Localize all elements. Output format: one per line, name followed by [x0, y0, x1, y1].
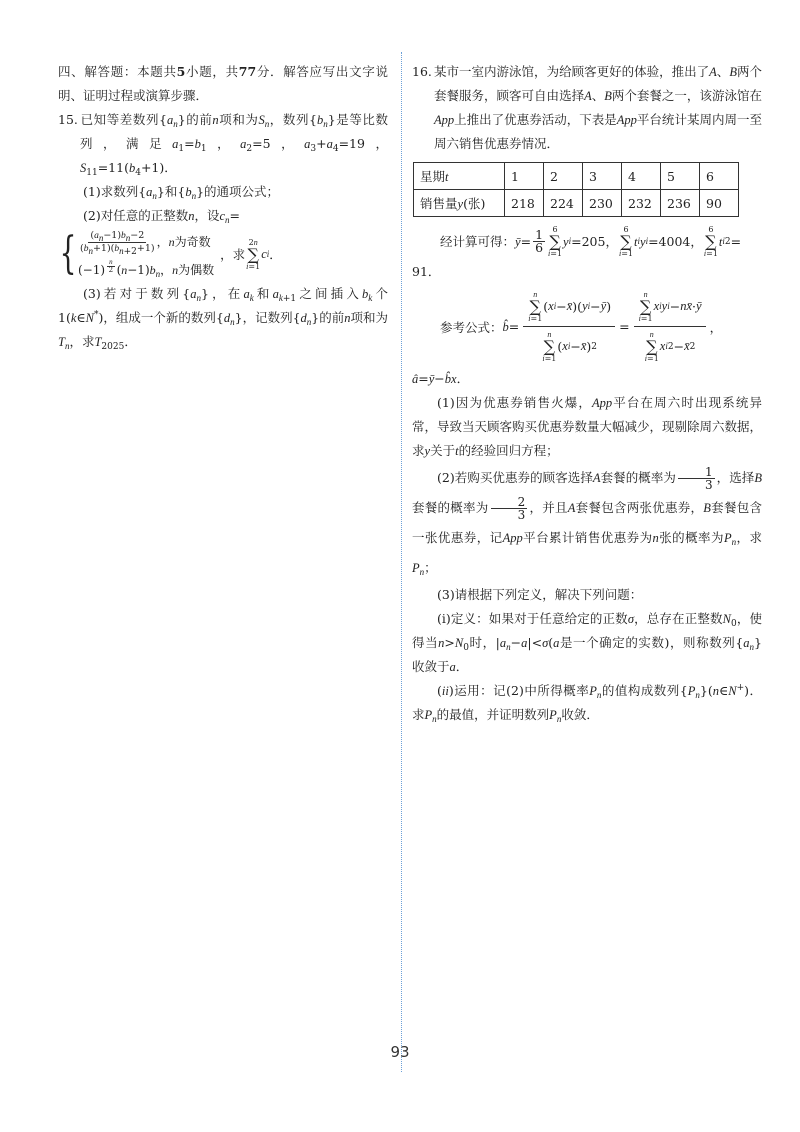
column-divider	[401, 52, 402, 1072]
y-cell: 218	[505, 190, 544, 217]
case-even: (−1) $^{\frac{n}{2}}$ $(n-1)b_n$，n为偶数	[78, 258, 215, 279]
t-cell: 4	[622, 163, 661, 190]
q16-part3-i: (i)定义：如果对于任意给定的正数σ，总存在正整数$N_0$，使得当$n>N_0$时，$|a_n-a|<\sigma(a$是一个确定的实数)，则称数列$\{a_n\}$收敛于a．	[412, 611, 762, 674]
t-cell: 6	[700, 163, 739, 190]
y-cell: 232	[622, 190, 661, 217]
calc-line: 经计算可得： ȳ= $\frac{1}{6}$ 6 ∑ i=1 y i =205， 6 ∑ i=1 t i y i =4004， 6 ∑ i=1 t i 2 =	[440, 225, 742, 258]
right-column	[412, 60, 762, 727]
sum-symbol: 2n ∑ i=1	[246, 237, 261, 271]
q15-part2-intro: (2)对任意的正整数n，设$c_n=$	[83, 208, 241, 225]
left-column	[58, 60, 388, 354]
page-number: 93	[390, 1043, 410, 1061]
q16-part3: (3)请根据下列定义，解决下列问题：	[437, 587, 643, 602]
calc-prefix: 经计算可得：	[440, 233, 516, 249]
sales-table	[413, 162, 739, 217]
y-cell: 224	[544, 190, 583, 217]
table-row-y	[414, 190, 739, 217]
q16-part1: (1)因为优惠券销售火爆，App平台在周六时出现系统异常，导致当天顾客购买优惠券数量大幅减少，现剔除周六数据，求y关于t的经验回归方程；	[412, 395, 763, 458]
section-header: 四、解答题：本题共5小题，共77分．解答应写出文字说明、证明过程或演算步骤．	[58, 64, 388, 103]
reference-formula: 参考公式： b̂= n ∑ i=1 ( x i − x̄ )( y i − ȳ ) n ∑ i=1 ( x i − x̄ ) 2 = n ∑ i=1 x i y i − nx̄ · ȳ n ∑ i=1 x i 2 − x̄ 2 ，	[440, 290, 723, 363]
one-sixth: $\frac{1}{6}$	[535, 227, 544, 255]
b-hat-fraction-2: n ∑ i=1 x i y i − nx̄ · ȳ n ∑ i=1 x i 2 − x̄ 2	[634, 290, 706, 363]
a-hat-formula: â=ȳ−b̂x．	[412, 371, 470, 386]
sum-symbol: 6 ∑ i=1	[548, 225, 563, 258]
case-odd-fraction: $\frac{(a_n-1)b_n-2}{(b_n+1)(b_{n+2}+1)}$	[80, 230, 155, 257]
q16-number: 16.	[412, 64, 432, 79]
q15-part3: (3)若对于数列$\{a_n\}$，在$a_k$和$a_{k+1}$之间插入$b_k$个1(k∈N*)，组成一个新的数列$\{d_n\}$，记数列$\{d_n\}$的前n项和为$T_n$，求$T_{2025}$．	[58, 286, 389, 352]
q15-stem: 15. 已知等差数列$\{a_n\}$的前n项和为$S_n$，数列$\{b_n\}$是等比数列，满足$a_1=b_1$，$a_2=5$，$a_3+a_4=19$，$S_{11}=11(b_4+1)$．	[58, 108, 388, 180]
case-odd-cond: ，n为奇数	[156, 235, 211, 249]
t-cell: 5	[661, 163, 700, 190]
t-cell: 2	[544, 163, 583, 190]
ref-label: 参考公式：	[440, 319, 503, 335]
calc-line-cont: 91．	[412, 264, 441, 279]
q16-part2: (2)若购买优惠券的顾客选择A套餐的概率为 $\frac{1}{3}$ ，选择B套餐的概率为 $\frac{2}{3}$ ，并且A套餐包含两张优惠券，B套餐包含一张优惠券，记App平台累计销售优惠券为n张的概率为$P_n$，求$P_n$；	[412, 465, 762, 577]
q15-part2-tail: ，求	[220, 247, 246, 262]
table-row-t	[414, 163, 739, 190]
row-label-y: 销售量y(张)	[414, 190, 505, 217]
y-cell: 90	[700, 190, 739, 217]
q15-part1: (1)求数列$\{a_n\}$和$\{b_n\}$的通项公式；	[83, 184, 280, 201]
b-hat-fraction-1: n ∑ i=1 ( x i − x̄ )( y i − ȳ ) n ∑ i=1 ( x i − x̄ ) 2	[523, 290, 615, 363]
q16-part3-ii: (ii)运用：记(2)中所得概率$P_n$的值构成数列$\{P_n\}(n\in N^+)$．求$P_n$的最值，并证明数列$P_n$收敛．	[412, 683, 762, 724]
case-odd	[78, 230, 214, 255]
sum-symbol: 6 ∑ i=1	[703, 225, 718, 258]
sum-symbol: 6 ∑ i=1	[618, 225, 633, 258]
q16-stem: 16. 某市一室内游泳馆，为给顾客更好的体验，推出了A、B两个套餐服务，顾客可自由选择A、B两个套餐之一，该游泳馆在App上推出了优惠券活动，下表是App平台统计某周内周一至周六销售优惠券情况．	[412, 60, 762, 156]
t-cell: 3	[583, 163, 622, 190]
t-cell: 1	[505, 163, 544, 190]
y-cell: 230	[583, 190, 622, 217]
cases-list	[78, 230, 214, 278]
y-cell: 236	[661, 190, 700, 217]
row-label-t: 星期t	[414, 163, 505, 190]
q15-cases: { $\frac{(a_n-1)b_n-2}{(b_n+1)(b_{n+2}+1)}$ ，n为奇数 (−1) $^{\frac{n}{2}}$ $(n-1)b_n$，n为偶数 ，求 2n ∑ i=1 c i ．	[59, 228, 282, 279]
left-brace: {	[59, 228, 77, 279]
q15-number: 15.	[58, 112, 78, 127]
